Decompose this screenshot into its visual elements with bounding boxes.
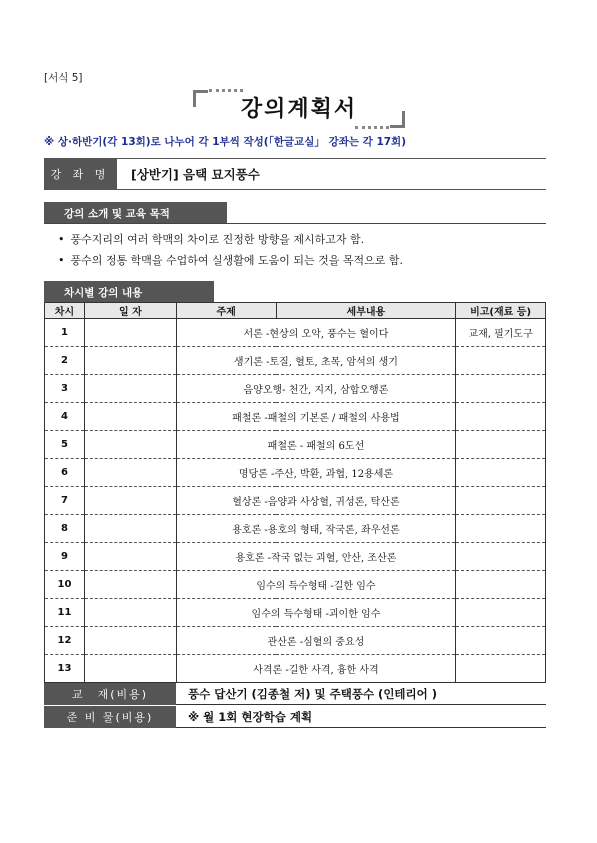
note-cell: [456, 403, 546, 431]
form-number: [서식 5]: [44, 72, 83, 84]
session-number: 8: [45, 515, 85, 543]
session-number: 1: [45, 319, 85, 347]
session-number: 7: [45, 487, 85, 515]
textbook-label: 교 재(비용): [44, 683, 176, 705]
topic-cell: 음양오행- 천간, 지지, 삼합오행론: [176, 375, 455, 403]
table-row: [45, 571, 546, 599]
note-cell: [456, 599, 546, 627]
session-number: 9: [45, 543, 85, 571]
bullet-icon: •: [58, 254, 65, 267]
date-cell: [84, 515, 176, 543]
supplies-label: 준 비 물(비용): [44, 706, 176, 728]
date-cell: [84, 375, 176, 403]
table-row: [45, 599, 546, 627]
topic-cell: 생기론 -토질, 혈토, 초목, 암석의 생기: [176, 347, 455, 375]
session-number: 11: [45, 599, 85, 627]
textbook-row: [44, 683, 546, 705]
note-cell: [456, 655, 546, 683]
date-cell: [84, 599, 176, 627]
topic-cell: 사격론 -길한 사격, 흉한 사격: [176, 655, 455, 683]
intro-section-heading: 강의 소개 및 교육 목적: [44, 202, 227, 224]
note-cell: [456, 627, 546, 655]
date-cell: [84, 543, 176, 571]
note-cell: [456, 431, 546, 459]
bullet-icon: •: [58, 233, 65, 246]
topic-cell: 혈상론 -음양과 사상혈, 귀성론, 탁산론: [176, 487, 455, 515]
list-item: [58, 250, 403, 271]
column-header-session: 차시: [45, 303, 85, 319]
title-dots-decoration: [355, 126, 389, 129]
date-cell: [84, 571, 176, 599]
divider: [44, 223, 546, 224]
course-name-label: 강 좌 명: [44, 159, 116, 189]
note-cell: [456, 375, 546, 403]
date-cell: [84, 319, 176, 347]
topic-cell: 패철론 - 패철의 6도선: [176, 431, 455, 459]
title-corner-decoration: [390, 111, 405, 128]
table-row: [45, 403, 546, 431]
session-number: 5: [45, 431, 85, 459]
note-cell: [456, 347, 546, 375]
table-row: [45, 655, 546, 683]
date-cell: [84, 627, 176, 655]
table-row: [45, 431, 546, 459]
note-cell: [456, 487, 546, 515]
topic-cell: 패철론 -패철의 기본론 / 패철의 사용법: [176, 403, 455, 431]
note-cell: 교재, 필기도구: [456, 319, 546, 347]
table-row: [45, 375, 546, 403]
table-row: [45, 319, 546, 347]
table-header-row: [45, 303, 546, 319]
column-header-detail: 세부내용: [276, 303, 456, 319]
bullet-text: 풍수의 정통 학맥을 수업하여 실생활에 도움이 되는 것을 목적으로 함.: [70, 254, 403, 267]
topic-cell: 용호론 -용호의 형태, 작국론, 좌우선론: [176, 515, 455, 543]
column-header-date: 일 자: [84, 303, 176, 319]
date-cell: [84, 431, 176, 459]
textbook-value: 풍수 답산기 (김종철 저) 및 주택풍수 (인테리어 ): [176, 683, 546, 705]
course-name-row: [44, 158, 546, 190]
table-row: [45, 627, 546, 655]
date-cell: [84, 487, 176, 515]
page-title: 강의계획서: [240, 97, 358, 122]
topic-cell: 명당론 -주산, 박환, 과협, 12용세론: [176, 459, 455, 487]
topic-cell: 임수의 득수형태 -길한 임수: [176, 571, 455, 599]
session-number: 3: [45, 375, 85, 403]
topic-cell: 임수의 득수형태 -괴이한 임수: [176, 599, 455, 627]
date-cell: [84, 655, 176, 683]
list-item: [58, 229, 403, 250]
schedule-section-heading: 차시별 강의 내용: [44, 281, 214, 303]
table-row: [45, 515, 546, 543]
date-cell: [84, 459, 176, 487]
column-header-note: 비고(재료 등): [456, 303, 546, 319]
bullet-text: 풍수지리의 여러 학맥의 차이로 진정한 방향을 제시하고자 함.: [70, 233, 365, 246]
schedule-table: [44, 302, 546, 683]
session-number: 6: [45, 459, 85, 487]
note-cell: [456, 543, 546, 571]
session-number: 4: [45, 403, 85, 431]
table-row: [45, 487, 546, 515]
topic-cell: 관산론 -심혈의 중요성: [176, 627, 455, 655]
date-cell: [84, 347, 176, 375]
topic-cell: 용호론 -작국 없는 괴혈, 안산, 조산론: [176, 543, 455, 571]
supplies-row: [44, 706, 546, 728]
note-cell: [456, 515, 546, 543]
table-row: [45, 347, 546, 375]
title-frame: [193, 84, 405, 130]
topic-cell: 서론 -현상의 오악, 풍수는 혈이다: [176, 319, 455, 347]
session-number: 10: [45, 571, 85, 599]
course-name-value: [상반기] 음택 묘지풍수: [116, 159, 546, 189]
note-cell: [456, 571, 546, 599]
session-number: 13: [45, 655, 85, 683]
column-header-topic: 주제: [176, 303, 276, 319]
intro-bullets: [58, 229, 403, 271]
session-number: 2: [45, 347, 85, 375]
table-row: [45, 543, 546, 571]
session-number: 12: [45, 627, 85, 655]
table-row: [45, 459, 546, 487]
date-cell: [84, 403, 176, 431]
supplies-value: ※ 월 1회 현장학습 계획: [176, 706, 546, 728]
note-cell: [456, 459, 546, 487]
notice-text: ※ 상·하반기(각 13회)로 나누어 각 1부씩 작성(「한글교실」 강좌는 각 17회): [44, 136, 407, 148]
